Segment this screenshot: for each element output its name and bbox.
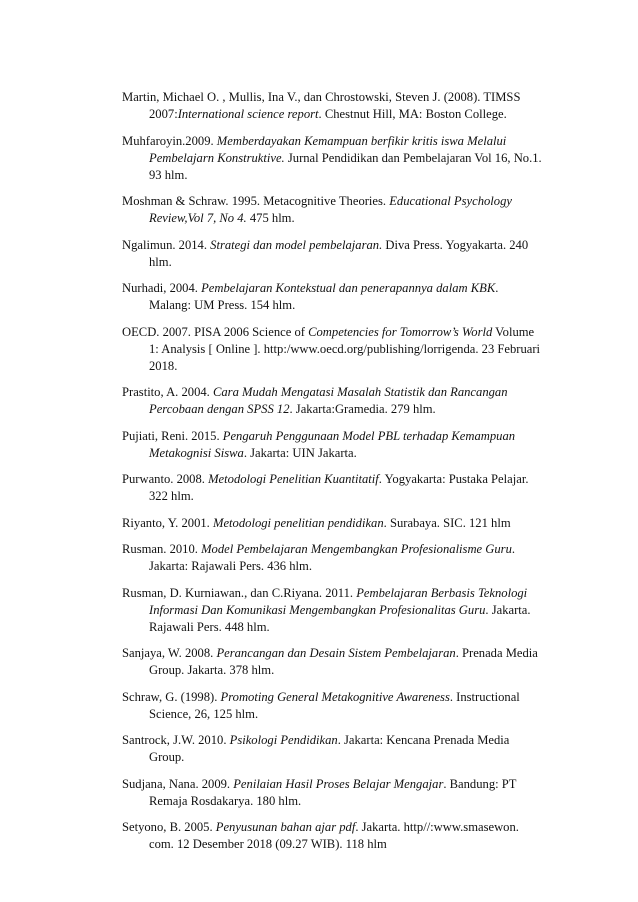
reference-entry: Riyanto, Y. 2001. Metodologi penelitian pendidikan. Surabaya. SIC. 121 hlm (122, 515, 511, 530)
reference-entry: Ngalimun. 2014. Strategi dan model pembelajaran. Diva Press. Yogyakarta. 240 hlm. (122, 237, 529, 269)
reference-entry: Pujiati, Reni. 2015. Pengaruh Penggunaan Model PBL terhadap Kemampuan Metakognisi Siswa. Jakarta: UIN Jakarta. (122, 428, 516, 460)
reference-entry: Prastito, A. 2004. Cara Mudah Mengatasi Masalah Statistik dan Rancangan Percobaan dengan SPSS 12. Jakarta:Gramedia. 279 hlm. (122, 385, 508, 416)
reference-entry: Setyono, B. 2005. Penyusunan bahan ajar pdf. Jakarta. http//:www.smasewon. com. 12 Desember 2018 (09.27 WIB). 118 hlm (122, 820, 519, 851)
reference-entry: Rusman, D. Kurniawan., dan C.Riyana. 2011. Pembelajaran Berbasis Teknologi Informasi Dan Komunikasi Mengembangkan Profesionalitas Guru. Jakarta. Rajawali Pers. 448 hlm. (122, 585, 531, 634)
reference-entry: Moshman & Schraw. 1995. Metacognitive Theories. Educational Psychology Review,Vol 7, No 4. 475 hlm. (122, 194, 512, 225)
reference-entry: Santrock, J.W. 2010. Psikologi Pendidikan. Jakarta: Kencana Prenada Media Group. (122, 733, 510, 764)
reference-entry: Muhfaroyin.2009. Memberdayakan Kemampuan berfikir kritis iswa Melalui Pembelajarn Konstruktive. Jurnal Pendidikan dan Pembelajaran Vol 16, No.1. 93 hlm. (122, 133, 542, 182)
reference-entry: Nurhadi, 2004. Pembelajaran Kontekstual dan penerapannya dalam KBK. Malang: UM Press. 154 hlm. (122, 281, 499, 312)
reference-entry: Schraw, G. (1998). Promoting General Metakognitive Awareness. Instructional Science, 26, 125 hlm. (122, 689, 520, 721)
reference-entry: Rusman. 2010. Model Pembelajaran Mengembangkan Profesionalisme Guru. Jakarta: Rajawali Pers. 436 hlm. (122, 542, 516, 573)
reference-list (122, 89, 542, 863)
reference-entry: Purwanto. 2008. Metodologi Penelitian Kuantitatif. Yogyakarta: Pustaka Pelajar. 322 hlm. (122, 472, 529, 503)
reference-entry: Sanjaya, W. 2008. Perancangan dan Desain Sistem Pembelajaran. Prenada Media Group. Jakarta. 378 hlm. (122, 646, 538, 677)
reference-entry: Martin, Michael O. , Mullis, Ina V., dan Chrostowski, Steven J. (2008). TIMSS 2007:International science report. Chestnut Hill, MA: Boston College. (122, 90, 521, 121)
reference-entry: OECD. 2007. PISA 2006 Science of Competencies for Tomorrow’s World Volume 1: Analysis [ Online ]. http:/www.oecd.org/publishing/lorrigenda. 23 Februari 2018. (122, 324, 541, 373)
reference-entry: Sudjana, Nana. 2009. Penilaian Hasil Proses Belajar Mengajar. Bandung: PT Remaja Rosdakarya. 180 hlm. (122, 776, 517, 808)
